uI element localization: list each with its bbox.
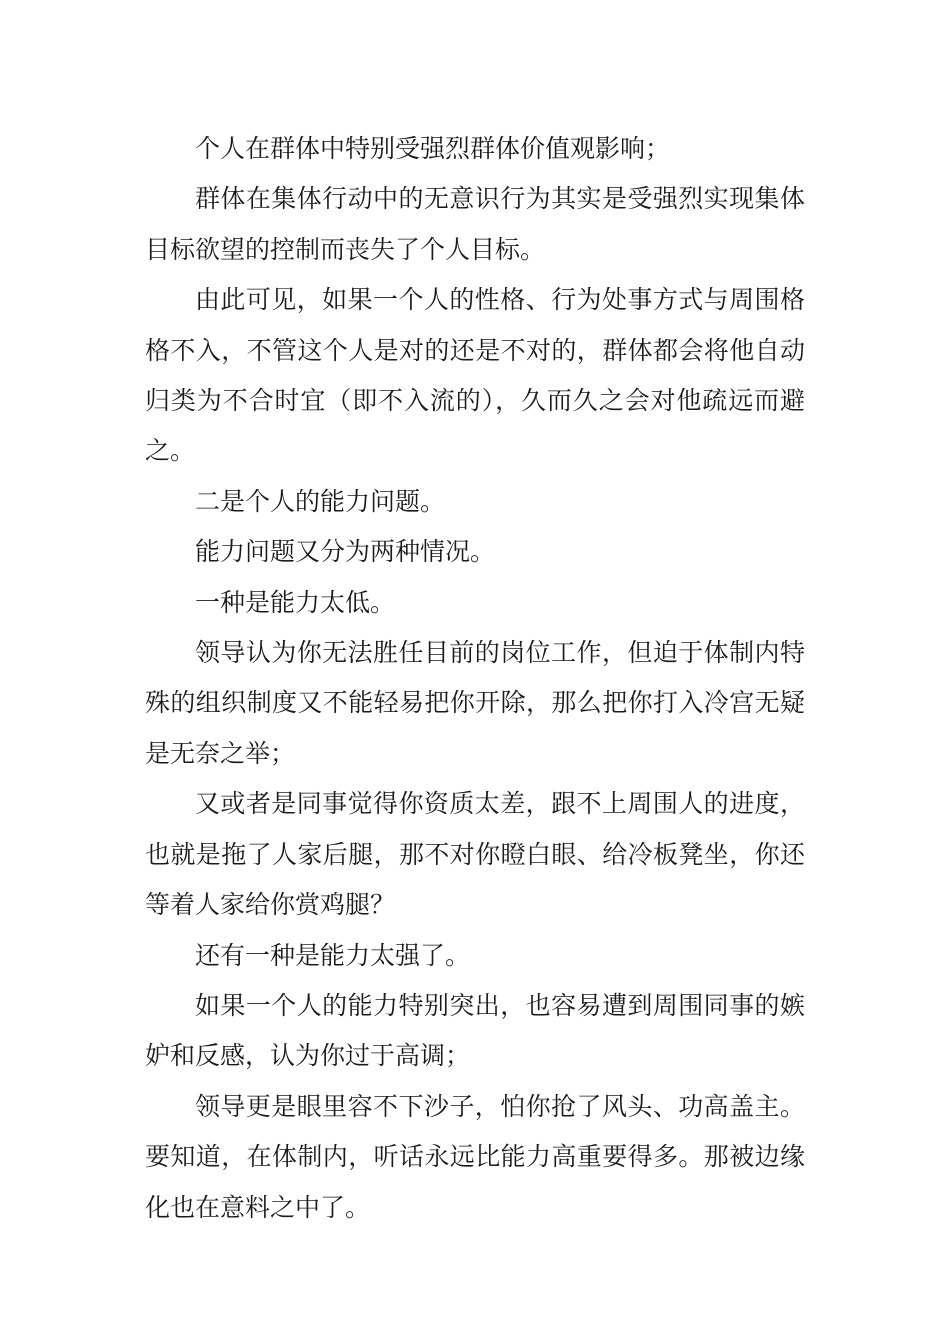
paragraph-9: 还有一种是能力太强了。 (195, 940, 471, 970)
paragraph-2: 群体在集体行动中的无意识行为其实是受强烈实现集体目标欲望的控制而丧失了个人目标。 (145, 184, 805, 264)
paragraph-7: 领导认为你无法胜任目前的岗位工作，但迫于体制内特殊的组织制度又不能轻易把你开除，那么把你打入冷宫无疑是无奈之举； (145, 638, 805, 768)
paragraph-10: 如果一个人的能力特别突出，也容易遭到周围同事的嫉妒和反感，认为你过于高调； (145, 990, 805, 1071)
paragraph-11: 领导更是眼里容不下沙子，怕你抢了风头、功高盖主。要知道，在体制内，听话永远比能力高重要得多。那被边缘化也在意料之中了。 (145, 1091, 805, 1222)
paragraph-1: 个人在群体中特别受强烈群体价值观影响； (195, 134, 671, 163)
paragraph-3: 由此可见，如果一个人的性格、行为处事方式与周围格格不入，不管这个人是对的还是不对的，群体都会将他自动归类为不合时宜（即不入流的），久而久之会对他疏远而避之。 (145, 285, 805, 466)
paragraph-8: 又或者是同事觉得你资质太差，跟不上周围人的进度，也就是拖了人家后腿，那不对你瞪白眼、给冷板凳坐，你还等着人家给你赏鸡腿？ (145, 789, 805, 920)
paragraph-5: 能力问题又分为两种情况。 (195, 537, 496, 567)
paragraph-4: 二是个人的能力问题。 (195, 486, 446, 516)
paragraph-6: 一种是能力太低。 (195, 587, 396, 617)
body-text (145, 124, 805, 1233)
